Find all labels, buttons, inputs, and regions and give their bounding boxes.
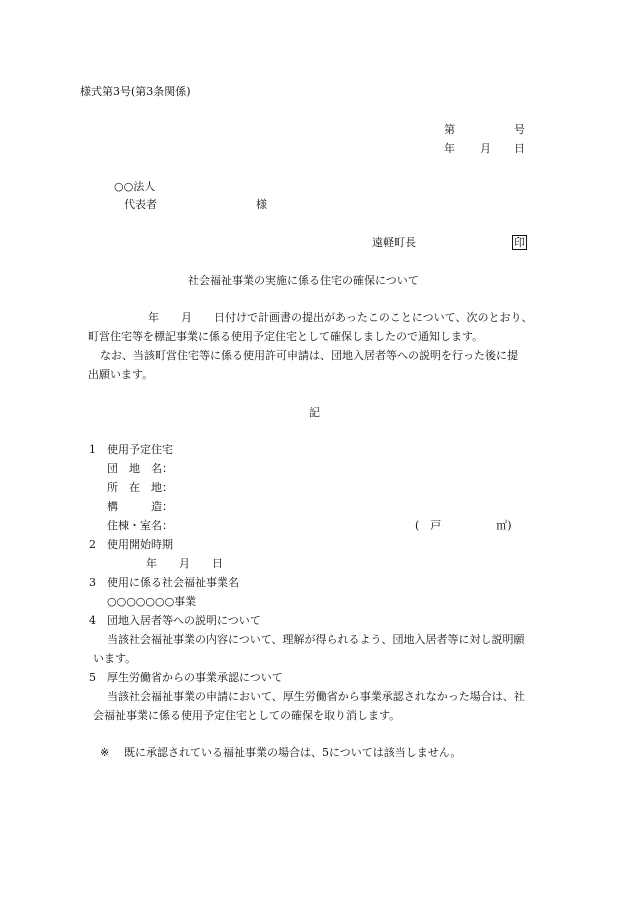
item1-number: 1 <box>89 443 96 456</box>
form-label: 様式第3号(第3条関係) <box>80 85 191 98</box>
item5-label: 厚生労働省からの事業承認について <box>107 671 283 684</box>
body-p1-line2: 町営住宅等を標記事業に係る使用予定住宅として確保しましたので通知します。 <box>88 330 484 343</box>
item5-number: 5 <box>89 671 96 684</box>
item3-number: 3 <box>89 576 96 589</box>
item2-number: 2 <box>89 538 96 551</box>
item3-value: ○○○○○○○事業 <box>107 595 197 608</box>
body-p2-line1: なお、当該町営住宅等に係る使用許可申請は、団地入居者等への説明を行った後に提 <box>100 349 518 362</box>
addressee-honorific: 様 <box>256 198 267 211</box>
item5-line2: 会福祉事業に係る使用予定住宅としての確保を取り消します。 <box>93 709 401 722</box>
seal-stamp <box>512 235 527 250</box>
item4-line2: います。 <box>93 652 137 665</box>
item5-line1: 当該社会福祉事業の申請において、厚生労働省から事業承認されなかった場合は、社 <box>107 690 525 703</box>
field-shozai: 所 在 地： <box>107 481 173 494</box>
document-title: 社会福祉事業の実施に係る住宅の確保について <box>188 274 419 287</box>
field-danchi: 団 地 名： <box>107 462 173 475</box>
item4-line1: 当該社会福祉事業の内容について、理解が得られるよう、団地入居者等に対し説明願 <box>107 633 525 646</box>
item2-date: 年 月 日 <box>146 557 223 570</box>
item3-label: 使用に係る社会福祉事業名 <box>107 576 239 589</box>
field-kozo: 構 造： <box>107 500 173 513</box>
ki-heading: 記 <box>309 406 320 419</box>
item4-label: 団地入居者等への説明について <box>107 614 261 627</box>
note-text: 既に承認されている福祉事業の場合は、5については該当しません。 <box>124 746 462 759</box>
date-day: 日 <box>514 142 525 155</box>
field-jutou: 住棟・室名： <box>107 519 173 532</box>
doc-number-label: 第 <box>444 123 455 136</box>
seal-mark: 印 <box>514 236 525 249</box>
addressee-rep: 代表者 <box>124 198 157 211</box>
note-mark: ※ <box>100 746 110 759</box>
body-p2-line2: 出願います。 <box>88 368 154 381</box>
field-units: ( 戸 ㎡) <box>415 519 512 532</box>
item1-label: 使用予定住宅 <box>107 443 173 456</box>
item2-label: 使用開始時期 <box>107 538 173 551</box>
date-year: 年 <box>444 142 455 155</box>
doc-number-suffix: 号 <box>514 123 525 136</box>
sender-title: 遠軽町長 <box>372 236 416 249</box>
body-p1-line1: 年 月 日付けで計画書の提出があったこのことについて、次のとおり、 <box>148 311 533 324</box>
date-month: 月 <box>480 142 491 155</box>
addressee-org: ○○法人 <box>114 180 156 193</box>
item4-number: 4 <box>89 614 96 627</box>
